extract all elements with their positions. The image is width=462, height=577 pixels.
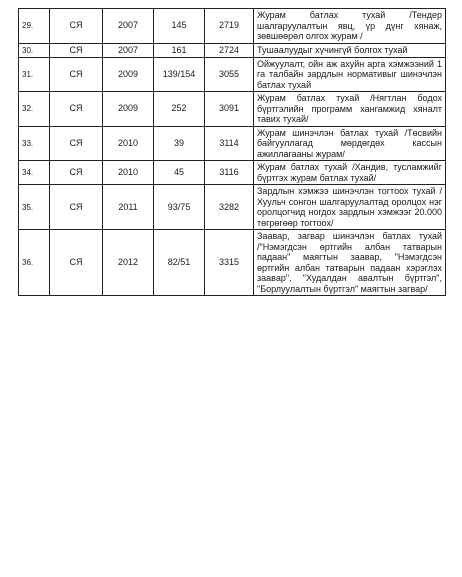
issuing-body: СЯ (50, 230, 103, 296)
year: 2009 (103, 57, 154, 92)
registration-number: 3282 (205, 185, 254, 230)
registration-number: 3116 (205, 161, 254, 185)
issuing-body: СЯ (50, 9, 103, 44)
issuing-body: СЯ (50, 185, 103, 230)
order-number: 161 (154, 43, 205, 57)
order-number: 93/75 (154, 185, 205, 230)
act-title: Журам батлах тухай /Тендер шалгаруулалтын явц, үр дүнг хянаж, зөвшөөрөл олгох журам / (254, 9, 446, 44)
year: 2010 (103, 161, 154, 185)
order-number: 139/154 (154, 57, 205, 92)
table-row (19, 161, 446, 185)
issuing-body: СЯ (50, 126, 103, 161)
order-number: 45 (154, 161, 205, 185)
year: 2010 (103, 126, 154, 161)
table-row (19, 9, 446, 44)
issuing-body: СЯ (50, 57, 103, 92)
row-number: 34. (19, 161, 50, 185)
registration-number: 2719 (205, 9, 254, 44)
act-title: Журам шинэчлэн батлах тухай /Төсвийн байгууллагад мөрдөгдөх кассын ажиллагааны журам/ (254, 126, 446, 161)
row-number: 35. (19, 185, 50, 230)
issuing-body: СЯ (50, 43, 103, 57)
act-title: Тушаалуудыг хүчингүй болгох тухай (254, 43, 446, 57)
table-row (19, 43, 446, 57)
registration-number: 3315 (205, 230, 254, 296)
table-row (19, 57, 446, 92)
act-title: Зардлын хэмжээ шинэчлэн тогтоох тухай /Хуульч сонгон шалгаруулалтад оролцох нэг оролцогчид ногдох зардлын хэмжээг 20.000 төгрөгөөр тогтоох/ (254, 185, 446, 230)
act-title: Журам батлах тухай /Хандив, тусламжийг бүртгэх журам батлах тухай/ (254, 161, 446, 185)
row-number: 29. (19, 9, 50, 44)
row-number: 36. (19, 230, 50, 296)
legal-acts-table (18, 8, 446, 296)
registration-number: 2724 (205, 43, 254, 57)
table-row (19, 92, 446, 127)
row-number: 32. (19, 92, 50, 127)
order-number: 252 (154, 92, 205, 127)
act-title: Ойжуулалт, ойн аж ахуйн арга хэмжээний 1 га талбайн зардлын нормативыг шинэчлэн батлах тухай (254, 57, 446, 92)
year: 2012 (103, 230, 154, 296)
year: 2007 (103, 43, 154, 57)
year: 2007 (103, 9, 154, 44)
act-title: Журам батлах тухай /Нягтлан бодох бүртгэлийн программ хангамжид хяналт тавих тухай/ (254, 92, 446, 127)
year: 2009 (103, 92, 154, 127)
table-row (19, 230, 446, 296)
issuing-body: СЯ (50, 161, 103, 185)
row-number: 33. (19, 126, 50, 161)
row-number: 30. (19, 43, 50, 57)
order-number: 145 (154, 9, 205, 44)
registration-number: 3114 (205, 126, 254, 161)
table-row (19, 185, 446, 230)
year: 2011 (103, 185, 154, 230)
order-number: 39 (154, 126, 205, 161)
act-title: Заавар, загвар шинэчлэн батлах тухай /"Нэмэгдсэн өртгийн албан татварын падаан" маягтын заавар, "Нэмэгдсэн өртгийн албан татварын падаан хэрэглэх заавар", "Худалдан авалтын бүртгэл", "Борлуулалтын бүртгэл" маягтын загвар/ (254, 230, 446, 296)
registration-number: 3055 (205, 57, 254, 92)
order-number: 82/51 (154, 230, 205, 296)
row-number: 31. (19, 57, 50, 92)
issuing-body: СЯ (50, 92, 103, 127)
registration-number: 3091 (205, 92, 254, 127)
table-row (19, 126, 446, 161)
